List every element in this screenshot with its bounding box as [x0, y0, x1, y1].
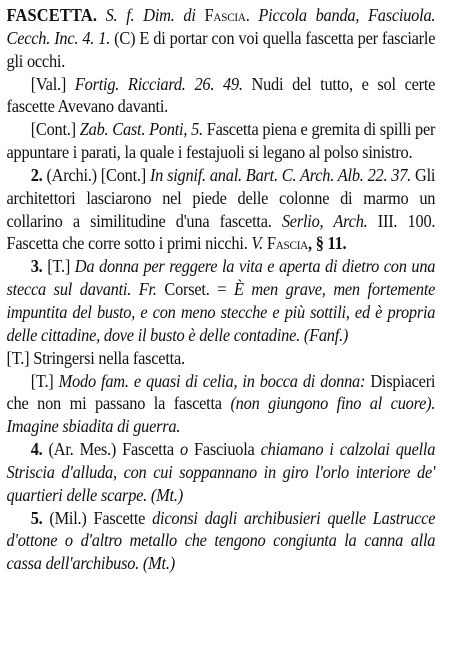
quotation-2: Fascetta che corre sotto i primi nicchi.	[6, 233, 248, 254]
source-citation: In signif. anal. Bart. C. Arch. Alb. 22. 37.	[149, 164, 412, 185]
equals-sign: =	[217, 279, 227, 300]
cross-reference: Fascia	[204, 5, 246, 25]
phrase: Stringersi nella fascetta.	[33, 347, 185, 368]
definition: Modo fam. e quasi di celia, in bocca di donna:	[58, 370, 366, 391]
domain-label: (Ar. Mes.)	[48, 439, 117, 460]
grammar-label: S. f.	[105, 5, 135, 25]
sense-familiar	[7, 370, 436, 439]
note: Imagine sbiadita di guerra.	[6, 416, 181, 437]
quotation: Fascetta piena e gremita di spilli per appuntare i parati, la quale i festajuoli si legano al polso sinistro.	[6, 119, 436, 163]
example: È men grave, men fortemente impuntita del busto, e con meno stecche e più sottili, ed è propria delle cittadine, dove il busto è delle contadine.	[6, 279, 436, 345]
term: Fascette	[93, 507, 146, 528]
source-citation: (Mt.)	[150, 484, 183, 505]
source-citation: (Mt.)	[142, 553, 175, 574]
quotation: Dispiaceri che non mi passano la fascetta	[6, 370, 436, 414]
gloss: (non giungono fino al cuore).	[230, 393, 436, 414]
sense-number: 4.	[30, 439, 43, 460]
sense-number: 3.	[30, 256, 43, 277]
cross-reference: Fascia	[266, 233, 309, 254]
term-2: Fasciuola	[193, 439, 255, 460]
quotation: Gli architettori lasciarono nel piede delle colonne di marmo un collarino a similitudine d'una fascetta.	[6, 164, 436, 231]
tag: [T.]	[47, 256, 71, 277]
sense-2	[7, 164, 436, 255]
sense-3	[7, 255, 436, 369]
headword: FASCETTA	[6, 5, 93, 25]
definition: Da donna per reggere la vita e aperta di dietro con una stecca sul davanti.	[6, 256, 436, 300]
tag: [T.]	[6, 347, 30, 368]
sense-number: 5.	[30, 507, 43, 528]
citation-cont	[7, 118, 436, 164]
example-source: (Fanf.)	[303, 324, 349, 345]
source-citation-2: Serlio, Arch.	[281, 210, 368, 231]
entry-main: FASCETTA. S. f. Dim. di Fascia. Piccola banda, Fasciuola. Cecch. Inc. 4. 1. (C) E di portar con voi quella fascetta per fasciarle gli occhi.	[6, 5, 436, 71]
tag: [Val.]	[30, 73, 67, 94]
definition: Piccola banda, Fasciuola.	[258, 5, 436, 25]
citation-val	[7, 73, 436, 119]
tag: (C)	[114, 27, 136, 48]
french-label: Fr.	[138, 279, 157, 300]
source-citation: Cecch. Inc. 4. 1.	[6, 27, 111, 48]
sense-number: 2.	[30, 164, 43, 185]
source-number: III. 100.	[377, 210, 436, 231]
conjunction: o	[179, 439, 188, 460]
source-citation: Zab. Cast. Ponti, 5.	[79, 119, 203, 140]
domain-label: (Mil.)	[49, 507, 87, 528]
section-reference: , § 11.	[308, 233, 347, 254]
definition: chiamano i calzolai quella Striscia d'alluda, con cui soppannano in giro l'orlo interiore de' quartieri delle scarpe.	[6, 439, 436, 505]
definition: diconsi dagli archibusieri quelle Lastrucce d'ottone o d'altro metallo che tengono congiunta la canna alla cassa dell'archibuso.	[6, 507, 436, 574]
tag: [Cont.]	[30, 119, 76, 140]
domain-label: (Archi.)	[46, 164, 97, 185]
definition-prefix: Dim. di	[143, 5, 196, 25]
french-word: Corset.	[164, 279, 210, 300]
sense-5	[7, 507, 436, 576]
quotation: E di portar con voi quella fascetta per fasciarle gli occhi.	[6, 27, 436, 71]
see-label: V.	[251, 233, 263, 254]
tag: [T.]	[30, 370, 54, 391]
sense-4	[7, 438, 436, 507]
source-citation: Fortig. Ricciard. 26. 49.	[74, 73, 243, 94]
tag: [Cont.]	[100, 164, 146, 185]
term: Fascetta	[122, 439, 174, 460]
quotation: Nudi del tutto, e sol certe fascette Avevano davanti.	[6, 73, 436, 117]
